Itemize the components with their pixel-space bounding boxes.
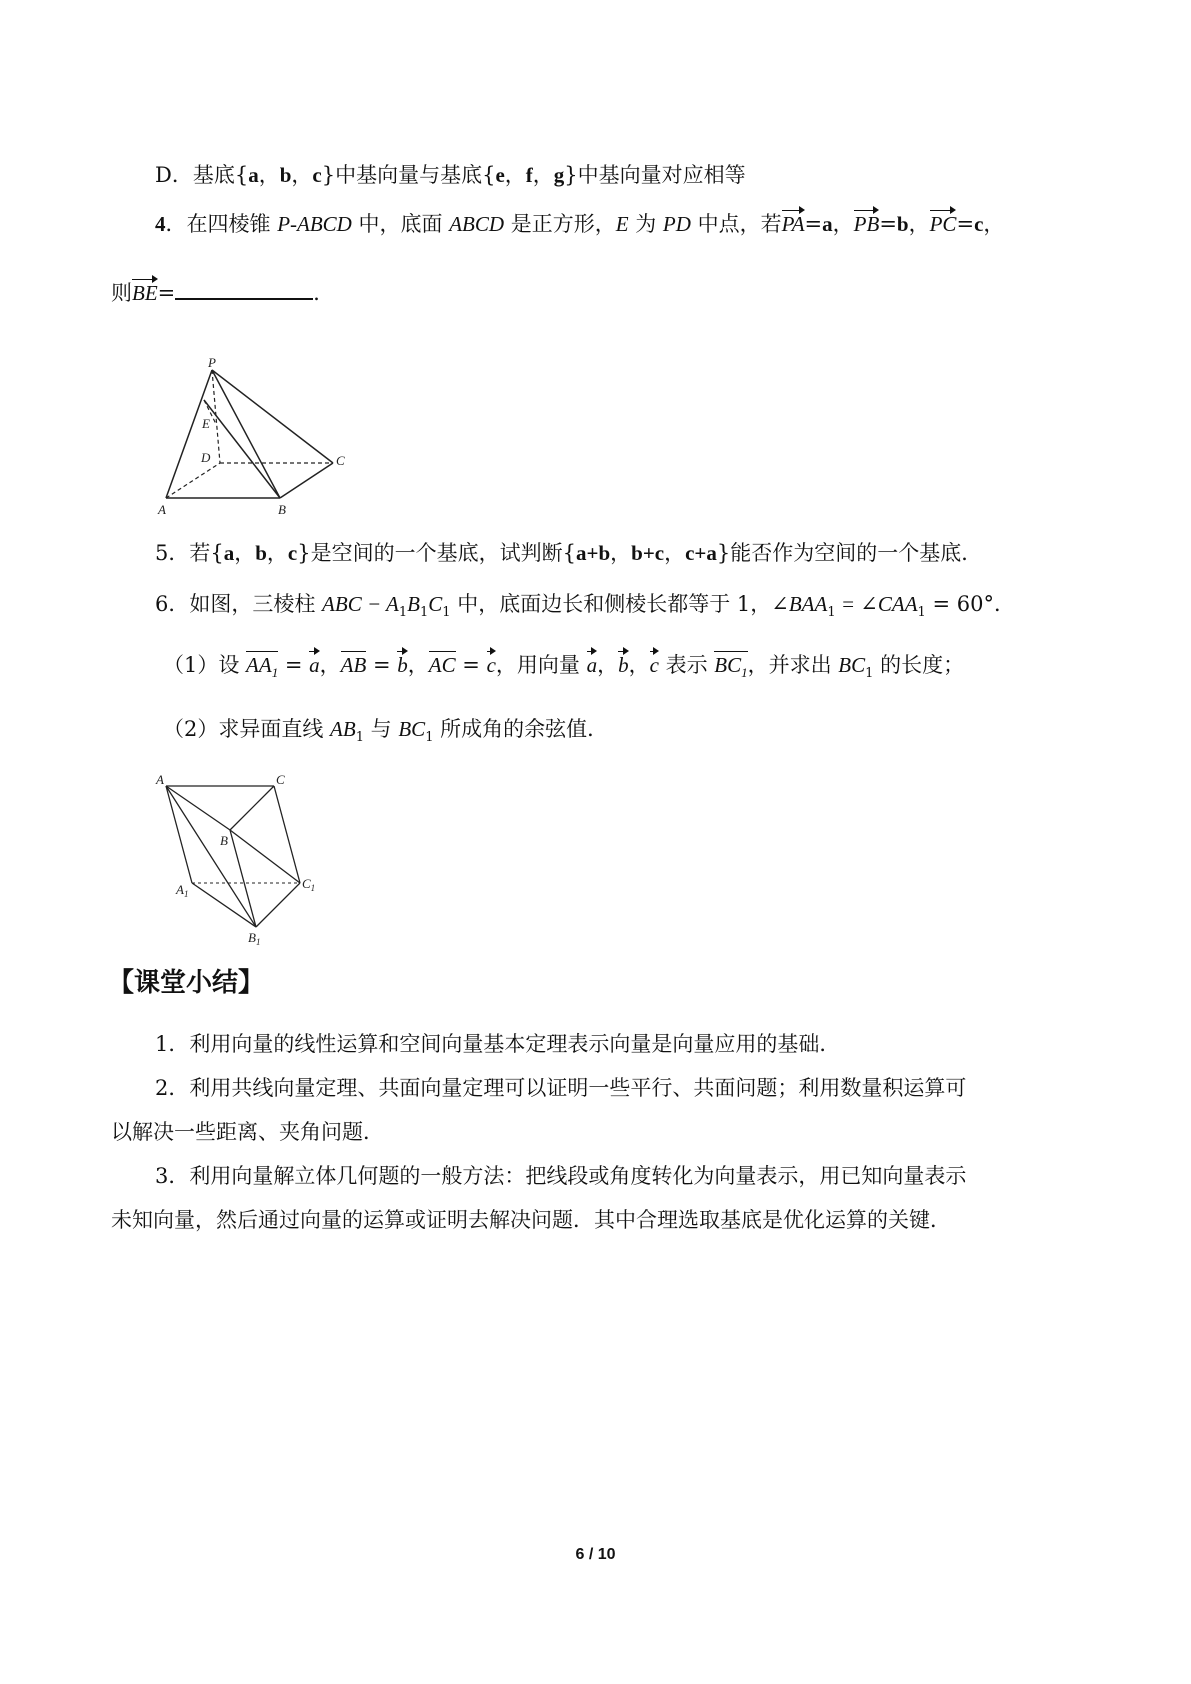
question-4-line-2: 则BE= ．	[111, 276, 334, 308]
vector-ac: AC	[429, 650, 456, 680]
question-4-line-1: 4．在四棱锥 P-ABCD 中，底面 ABCD 是正方形，E 为 PD 中点，若PA=a，PB=b，PC=c，	[155, 209, 1004, 239]
vector-a: a	[309, 650, 320, 680]
vector-aa1: $AA_1$	[246, 650, 278, 688]
pyramid-figure	[150, 355, 350, 520]
label-c: C	[336, 453, 345, 468]
label-c: C	[276, 772, 285, 787]
label-b1: $B_1$	[248, 930, 261, 947]
label-p: P	[208, 355, 216, 370]
vector-pc: PC	[930, 209, 957, 239]
label-c1: $C_1$	[302, 876, 316, 893]
label-b: B	[220, 833, 228, 848]
label-b: B	[278, 502, 286, 517]
summary-point-3-cont: 未知向量，然后通过向量的运算或证明去解决问题．其中合理选取基底是优化运算的关键．	[111, 1208, 951, 1232]
vector-be: BE	[132, 278, 158, 308]
vector-pb: PB	[854, 209, 880, 239]
question-6-part-2: （2）求异面直线 $AB_1$ 与 $BC_1$ 所成角的余弦值．	[163, 717, 609, 746]
summary-heading: 【课堂小结】	[108, 968, 265, 998]
label-e: E	[202, 416, 210, 431]
vector-b: b	[397, 650, 408, 680]
question-6: 6．如图，三棱柱 ABC − $A_1B_1C_1$ 中，底面边长和侧棱长都等于 1，$\angle BAA_1$ = $\angle CAA_1 = 60^\circ$．	[155, 592, 1015, 621]
question-6-part-1: （1）设 $AA_1 = a$，AB = b，AC = c，用向量 a，b，c 表示 $BC_1$，并求出 $BC_1$ 的长度；	[163, 650, 964, 689]
summary-point-1: 1．利用向量的线性运算和空间向量基本定理表示向量是向量应用的基础．	[155, 1032, 841, 1056]
summary-point-2-cont: 以解决一些距离、夹角问题．	[111, 1120, 384, 1144]
vector-ab: AB	[341, 650, 367, 680]
label-a1: $A_1$	[176, 882, 189, 899]
page-number: 6 / 10	[575, 1546, 616, 1563]
answer-blank	[175, 276, 313, 300]
prism-figure	[150, 770, 330, 947]
label-a: A	[158, 502, 166, 517]
summary-point-3: 3．利用向量解立体几何题的一般方法：把线段或角度转化为向量表示，用已知向量表示	[155, 1164, 967, 1188]
label-d: D	[201, 450, 211, 465]
label-a: A	[156, 772, 164, 787]
question-5: 5．若{a，b，c}是空间的一个基底，试判断{a+b，b+c，c+a}能否作为空间的一个基底．	[155, 541, 983, 565]
vector-bc1: $BC_1$	[714, 650, 747, 688]
vector-pa: PA	[782, 209, 805, 239]
summary-point-2: 2．利用共线向量定理、共面向量定理可以证明一些平行、共面问题；利用数量积运算可	[155, 1076, 967, 1100]
vector-c: c	[487, 650, 496, 680]
option-d: D．基底{a，b，c}中基向量与基底{e，f，g}中基向量对应相等	[155, 163, 746, 187]
